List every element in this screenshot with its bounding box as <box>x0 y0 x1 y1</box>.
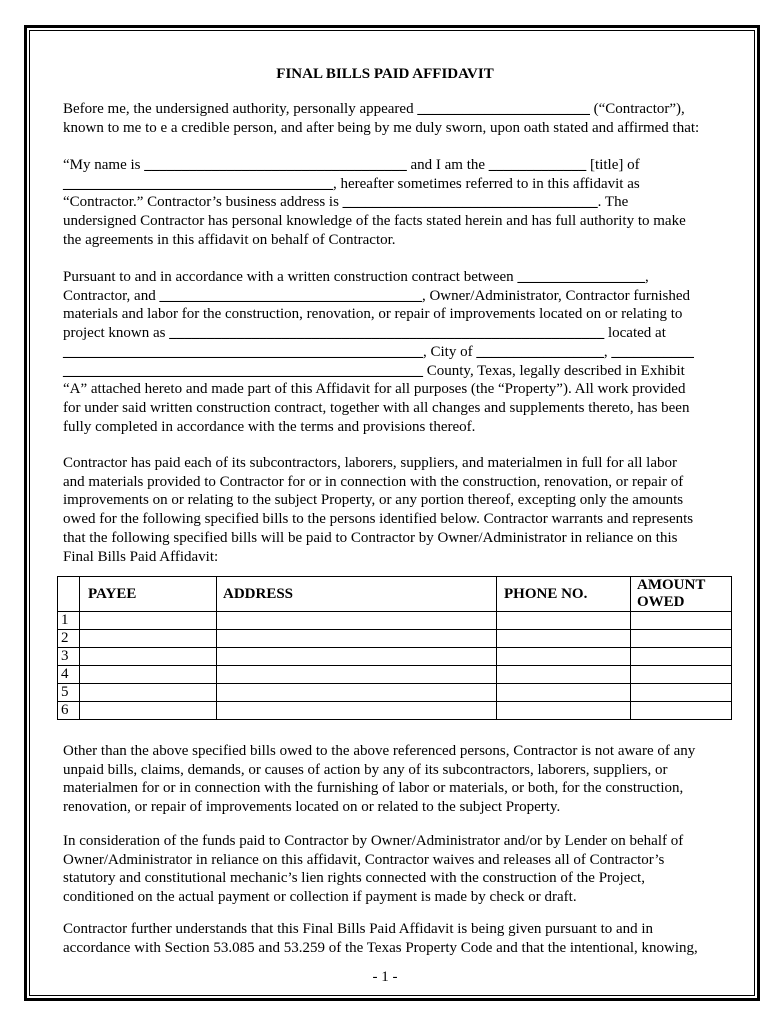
text-segment: and materials provided to Contractor for or in connection with the construction, renovation, or repair of <box>63 473 684 490</box>
text-line <box>63 399 694 418</box>
table-row <box>58 630 732 648</box>
table-row <box>58 684 732 702</box>
table-cell-phone[interactable] <box>497 702 631 720</box>
row-number: 3 <box>58 648 80 666</box>
text-segment: materialmen for or in connection with the furnishing of labor or materials, or both, for the construction, <box>63 780 684 797</box>
text-line <box>63 287 694 306</box>
text-segment: Final Bills Paid Affidavit: <box>63 548 219 565</box>
document-title: FINAL BILLS PAID AFFIDAVIT <box>276 66 494 82</box>
text-segment: the agreements in this affidavit on behalf of Contractor. <box>63 231 396 248</box>
table-cell-phone[interactable] <box>497 666 631 684</box>
row-number: 5 <box>58 684 80 702</box>
paragraph <box>63 100 699 137</box>
paragraph <box>63 742 695 817</box>
table-cell-address[interactable] <box>217 702 497 720</box>
text-line <box>63 529 693 548</box>
text-line <box>63 343 694 362</box>
text-segment: , City of <box>423 343 477 360</box>
text-line <box>63 742 695 761</box>
header-phone: PHONE NO. <box>497 577 631 612</box>
text-segment: known to me to e a credible person, and after being by me duly sworn, upon oath stated and affirmed that: <box>63 119 700 136</box>
text-segment: , Owner/Administrator, Contractor furnished <box>421 287 691 304</box>
text-segment: materials and labor for the construction, renovation, or repair of improvements located on or relating to <box>63 306 683 323</box>
fill-in-blank[interactable]: ___________________________________ <box>159 287 422 304</box>
text-line <box>63 798 695 817</box>
fill-in-blank[interactable]: ________________________________________________ <box>63 362 423 379</box>
fill-in-blank[interactable]: _______________________ <box>417 101 590 117</box>
table-cell-payee[interactable] <box>80 648 217 666</box>
table-cell-address[interactable] <box>217 612 497 630</box>
text-line <box>63 212 686 231</box>
text-segment: owed for the following specified bills to the persons identified below. Contractor warrants and represents <box>63 511 694 528</box>
text-segment: [title] of <box>586 157 640 173</box>
table-header-row <box>58 577 732 612</box>
text-line <box>63 761 695 780</box>
fill-in-blank[interactable]: _________________ <box>476 343 604 360</box>
table-cell-payee[interactable] <box>80 702 217 720</box>
table-cell-payee[interactable] <box>80 612 217 630</box>
text-segment: and I am the <box>406 157 489 173</box>
text-line <box>63 832 683 851</box>
table-cell-payee[interactable] <box>80 630 217 648</box>
text-line <box>63 100 699 119</box>
table-row <box>58 648 732 666</box>
text-segment: undersigned Contractor has personal knowledge of the facts stated herein and has full authority to make <box>63 213 686 230</box>
table-cell-phone[interactable] <box>497 630 631 648</box>
text-segment: , <box>644 269 649 285</box>
table-cell-payee[interactable] <box>80 684 217 702</box>
text-segment: “A” attached hereto and made part of this Affidavit for all purposes (the “Property”). All work provided <box>63 381 686 398</box>
table-cell-phone[interactable] <box>497 684 631 702</box>
table-cell-amount[interactable] <box>631 612 732 630</box>
table-cell-phone[interactable] <box>497 648 631 666</box>
fill-in-blank[interactable]: _____________ <box>488 157 587 173</box>
text-segment: statutory and constitutional mechanic’s lien rights connected with the construction of the Project, <box>63 870 645 887</box>
text-segment: for under said written construction contract, together with all changes and supplements thereto, has been <box>63 399 690 416</box>
text-segment: , <box>603 343 612 360</box>
header-address: ADDRESS <box>217 577 497 612</box>
bills-table <box>57 576 732 720</box>
text-segment: “Contractor.” Contractor’s business address is <box>63 194 343 211</box>
text-line <box>63 920 698 939</box>
text-segment: Before me, the undersigned authority, personally appeared <box>63 101 418 117</box>
paragraph <box>63 920 698 957</box>
text-line <box>63 779 695 798</box>
text-segment: accordance with Section 53.085 and 53.259 of the Texas Property Code and that the intentional, knowing, <box>63 939 698 956</box>
text-segment: , hereafter sometimes referred to in this affidavit as <box>333 175 640 192</box>
text-line <box>63 268 694 287</box>
table-row <box>58 666 732 684</box>
text-line <box>63 156 686 175</box>
fill-in-blank[interactable]: __________________________________ <box>342 194 598 211</box>
fill-in-blank[interactable]: ___________ <box>611 343 694 360</box>
text-line <box>63 939 698 958</box>
header-number <box>58 577 80 612</box>
fill-in-blank[interactable]: __________________________________________________________ <box>169 325 605 342</box>
text-segment: Other than the above specified bills owed to the above referenced persons, Contractor is not aware of any <box>63 743 696 759</box>
text-line <box>63 418 694 437</box>
text-line <box>63 510 693 529</box>
table-row <box>58 612 732 630</box>
header-amount-owed: AMOUNT OWED <box>631 577 732 612</box>
text-segment: Contractor, and <box>63 287 160 304</box>
fill-in-blank[interactable]: ________________________________________________ <box>63 343 423 360</box>
row-number: 4 <box>58 666 80 684</box>
text-segment: conditioned on the actual payment or collection if payment is made by check or draft. <box>63 889 577 906</box>
text-line <box>63 362 694 381</box>
fill-in-blank[interactable]: ____________________________________ <box>63 175 333 192</box>
text-segment: In consideration of the funds paid to Contractor by Owner/Administrator and/or by Lender on behalf of <box>63 833 684 849</box>
table-cell-amount[interactable] <box>631 684 732 702</box>
text-segment: located at <box>604 325 666 342</box>
table-cell-amount[interactable] <box>631 648 732 666</box>
text-line <box>63 380 694 399</box>
table-cell-amount[interactable] <box>631 666 732 684</box>
fill-in-blank[interactable]: _________________ <box>517 269 645 285</box>
text-line <box>63 305 694 324</box>
text-segment: “My name is <box>63 157 145 173</box>
text-segment: renovation, or repair of improvements located on or related to the subject Property. <box>63 799 561 816</box>
table-row <box>58 702 732 720</box>
paragraph <box>63 832 683 907</box>
text-segment: project known as <box>63 325 170 342</box>
table-cell-phone[interactable] <box>497 612 631 630</box>
text-line <box>63 175 686 194</box>
text-line <box>63 548 693 567</box>
text-segment: that the following specified bills will be paid to Contractor by Owner/Administrator in reliance on this <box>63 529 678 546</box>
row-number: 1 <box>58 612 80 630</box>
table-cell-address[interactable] <box>217 630 497 648</box>
text-line <box>63 491 693 510</box>
paragraph <box>63 156 686 250</box>
text-line <box>63 454 693 473</box>
text-segment: fully completed in accordance with the terms and provisions thereof. <box>63 418 476 435</box>
text-segment: (“Contractor”), <box>589 101 685 117</box>
fill-in-blank[interactable]: ___________________________________ <box>144 157 407 173</box>
text-line <box>63 869 683 888</box>
text-segment: unpaid bills, claims, demands, or causes of action by any of its subcontractors, laborers, suppliers, or <box>63 761 668 778</box>
text-line <box>63 324 694 343</box>
text-segment: Pursuant to and in accordance with a written construction contract between <box>63 269 518 285</box>
text-line <box>63 193 686 212</box>
table-cell-address[interactable] <box>217 648 497 666</box>
table-cell-payee[interactable] <box>80 666 217 684</box>
text-line <box>63 851 683 870</box>
text-segment: Contractor further understands that this Final Bills Paid Affidavit is being given pursuant to and in <box>63 921 654 937</box>
paragraph <box>63 454 693 566</box>
text-line <box>63 231 686 250</box>
row-number: 6 <box>58 702 80 720</box>
header-payee: PAYEE <box>80 577 217 612</box>
text-line <box>63 119 699 138</box>
table-cell-amount[interactable] <box>631 630 732 648</box>
text-segment: improvements on or relating to the subject Property, or any portion thereof, excepting only the amounts <box>63 492 684 509</box>
page-number: - 1 - <box>372 969 398 985</box>
text-line <box>63 473 693 492</box>
text-segment: County, Texas, legally described in Exhibit <box>423 362 685 379</box>
text-segment: Owner/Administrator in reliance on this affidavit, Contractor waives and releases all of Contractor’s <box>63 851 665 868</box>
text-segment: Contractor has paid each of its subcontractors, laborers, suppliers, and materialmen in full for all labor <box>63 455 677 471</box>
text-segment: . The <box>597 194 629 211</box>
table-cell-address[interactable] <box>217 666 497 684</box>
paragraph <box>63 268 694 436</box>
row-number: 2 <box>58 630 80 648</box>
text-line <box>63 888 683 907</box>
table-cell-address[interactable] <box>217 684 497 702</box>
table-cell-amount[interactable] <box>631 702 732 720</box>
